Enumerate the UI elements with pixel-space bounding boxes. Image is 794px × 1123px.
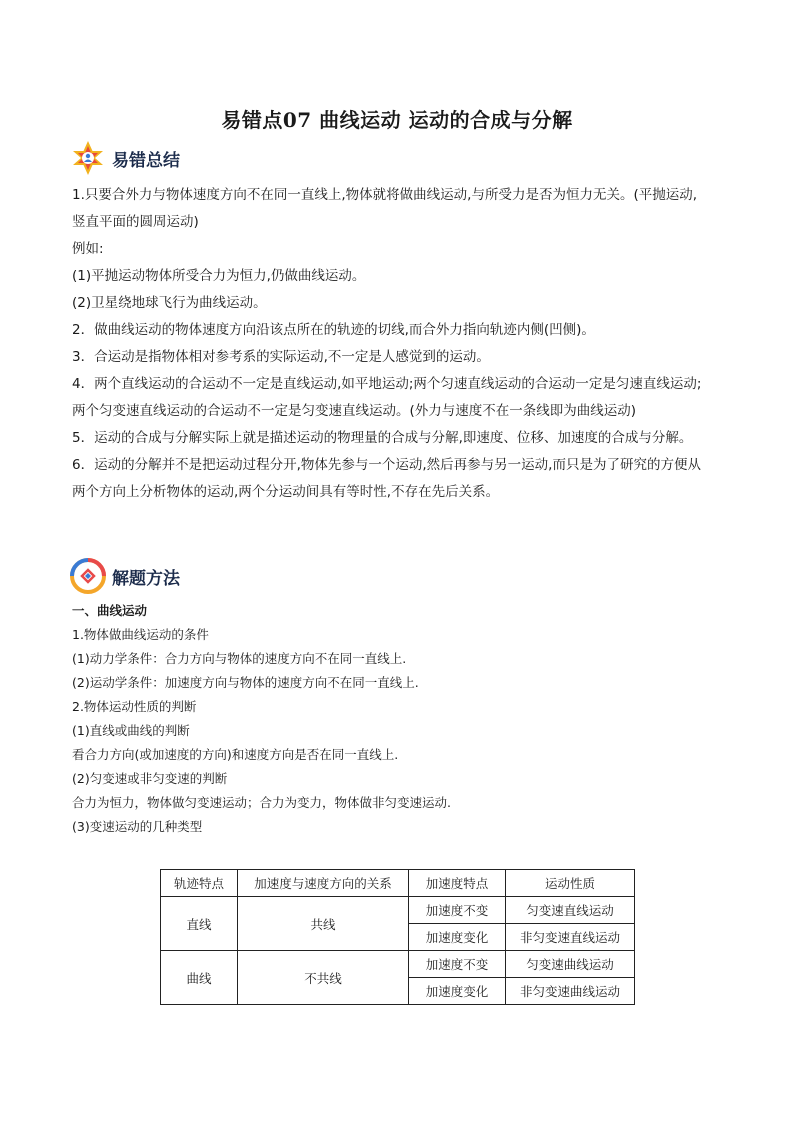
summary-line: 6．运动的分解并不是把运动过程分开,物体先参与一个运动,然后再参与另一运动,而只是为了研究的方便从	[72, 457, 701, 473]
summary-line: 例如:	[72, 241, 104, 257]
methods-line: (3)变速运动的几种类型	[72, 819, 203, 834]
table-header-cell: 运动性质	[506, 870, 635, 897]
table-cell: 加速度不变	[409, 897, 506, 924]
table-header-row	[161, 870, 635, 897]
summary-line: (1)平抛运动物体所受合力为恒力,仍做曲线运动。	[72, 268, 366, 284]
table-cell: 加速度变化	[409, 978, 506, 1005]
section-summary-title: 易错总结	[112, 150, 180, 171]
section-methods-heading	[70, 556, 180, 596]
summary-line: 4．两个直线运动的合运动不一定是直线运动,如平地运动;两个匀速直线运动的合运动一定是匀速直线运动;	[72, 376, 702, 392]
summary-line: 1.只要合外力与物体速度方向不在同一直线上,物体就将做曲线运动,与所受力是否为恒力无关。(平抛运动,	[72, 187, 698, 203]
summary-line: 5．运动的合成与分解实际上就是描述运动的物理量的合成与分解,即速度、位移、加速度的合成与分解。	[72, 430, 693, 446]
table-row	[161, 897, 635, 924]
methods-line: (1)动力学条件：合力方向与物体的速度方向不在同一直线上.	[72, 651, 407, 666]
section-summary-heading	[70, 138, 180, 178]
methods-line: 1.物体做曲线运动的条件	[72, 627, 209, 642]
table-cell: 共线	[238, 897, 409, 951]
table-cell: 加速度变化	[409, 924, 506, 951]
summary-line: 2．做曲线运动的物体速度方向沿该点所在的轨迹的切线,而合外力指向轨迹内侧(凹侧)。	[72, 322, 595, 338]
summary-line: (2)卫星绕地球飞行为曲线运动。	[72, 295, 267, 311]
table-cell: 匀变速曲线运动	[506, 951, 635, 978]
table-header-cell: 加速度特点	[409, 870, 506, 897]
summary-line: 两个匀变速直线运动的合运动不一定是匀变速直线运动。(外力与速度不在一条线即为曲线运动)	[72, 403, 637, 419]
methods-line: 看合力方向(或加速度的方向)和速度方向是否在同一直线上.	[72, 747, 399, 762]
summary-line: 3．合运动是指物体相对参考系的实际运动,不一定是人感觉到的运动。	[72, 349, 490, 365]
table-header-cell: 轨迹特点	[161, 870, 238, 897]
table-header-cell: 加速度与速度方向的关系	[238, 870, 409, 897]
methods-line: (1)直线或曲线的判断	[72, 723, 190, 738]
methods-line: (2)运动学条件：加速度方向与物体的速度方向不在同一直线上.	[72, 675, 419, 690]
ring-badge-icon	[70, 558, 106, 594]
star-badge-icon	[70, 140, 106, 176]
summary-body	[72, 182, 727, 506]
methods-line: 2.物体运动性质的判断	[72, 699, 197, 714]
methods-line: 合力为恒力，物体做匀变速运动；合力为变力，物体做非匀变速运动.	[72, 795, 451, 810]
table-row	[161, 951, 635, 978]
summary-line: 竖直平面的圆周运动)	[72, 214, 199, 230]
methods-body	[72, 599, 727, 839]
table-cell: 匀变速直线运动	[506, 897, 635, 924]
table-cell: 非匀变速直线运动	[506, 924, 635, 951]
table-cell: 不共线	[238, 951, 409, 1005]
table-cell: 直线	[161, 897, 238, 951]
methods-line: (2)匀变速或非匀变速的判断	[72, 771, 228, 786]
page-title: 易错点07 曲线运动 运动的合成与分解	[221, 108, 573, 132]
table-cell: 曲线	[161, 951, 238, 1005]
motion-types-table	[160, 869, 635, 1005]
table-cell: 加速度不变	[409, 951, 506, 978]
summary-line: 两个方向上分析物体的运动,两个分运动间具有等时性,不存在先后关系。	[72, 484, 500, 500]
section-methods-title: 解题方法	[112, 568, 180, 589]
table-cell: 非匀变速曲线运动	[506, 978, 635, 1005]
methods-subheading: 一、曲线运动	[72, 603, 148, 618]
